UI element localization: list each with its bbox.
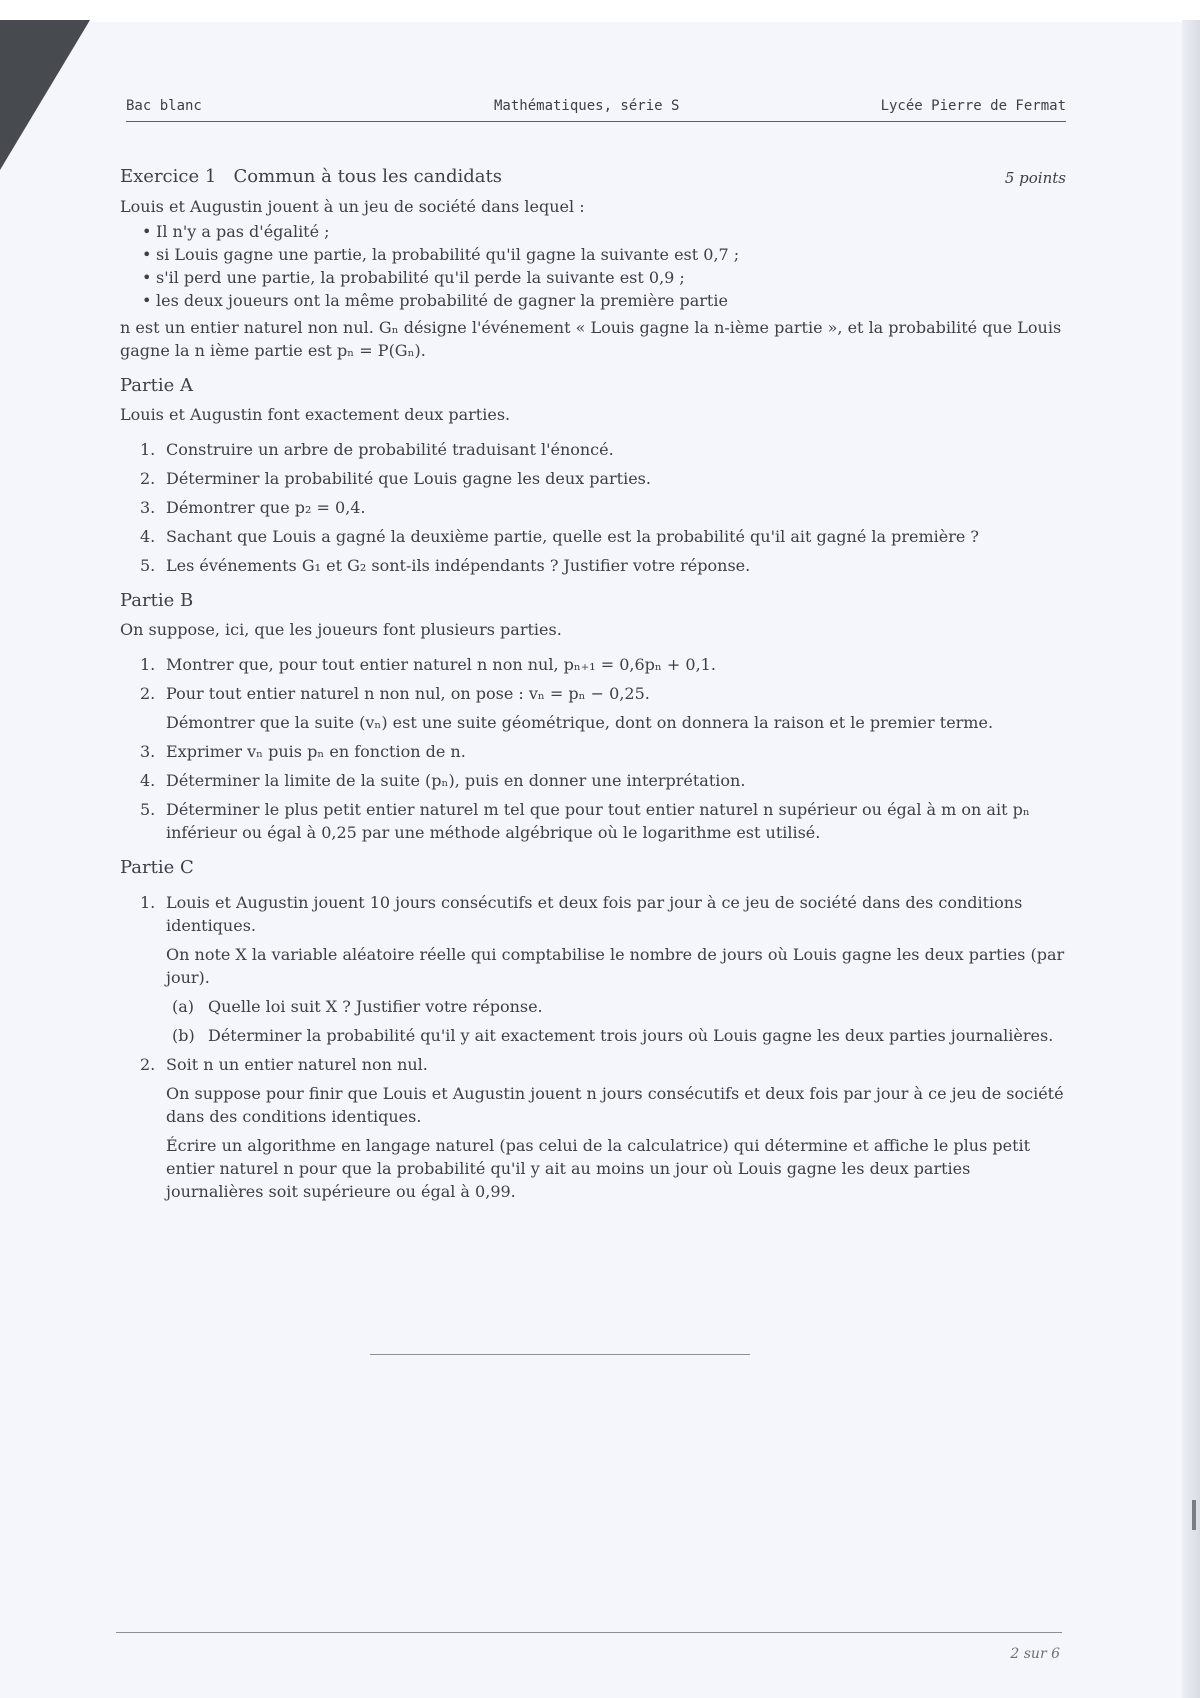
question-number: 5. [140, 800, 156, 819]
question-item [120, 740, 1066, 763]
scan-right-edge [1182, 20, 1200, 1698]
sub-question-text: Déterminer la probabilité qu'il y ait exactement trois jours où Louis gagne les deux parties journalières. [208, 1026, 1054, 1045]
question-item [120, 653, 1066, 676]
question-item [120, 769, 1066, 792]
sub-question-text: Quelle loi suit X ? Justifier votre réponse. [208, 997, 543, 1016]
exercise-title: Exercice 1 [120, 166, 217, 187]
question-item [120, 1053, 1066, 1203]
question-text: Construire un arbre de probabilité traduisant l'énoncé. [166, 440, 614, 459]
part-a-questions [120, 438, 1066, 577]
question-text: Déterminer la limite de la suite (pₙ), puis en donner une interprétation. [166, 771, 746, 790]
question-item [120, 525, 1066, 548]
part-b-title: Partie B [120, 590, 194, 611]
question-number: 4. [140, 771, 156, 790]
question-text: Déterminer la probabilité que Louis gagne les deux parties. [166, 469, 651, 488]
exercise-heading [120, 165, 1066, 195]
question-item [120, 682, 1066, 734]
question-number: 2. [140, 1055, 156, 1074]
question-item [120, 438, 1066, 461]
question-text: Exprimer vₙ puis pₙ en fonction de n. [166, 742, 466, 761]
scan-top-margin [0, 0, 1200, 22]
question-text: Les événements G₁ et G₂ sont-ils indépendants ? Justifier votre réponse. [166, 556, 751, 575]
exercise-intro: Louis et Augustin jouent à un jeu de société dans lequel : [120, 197, 585, 216]
question-extra: On note X la variable aléatoire réelle qui comptabilise le nombre de jours où Louis gagne les deux parties (par jour). [166, 945, 1065, 987]
question-number: 1. [140, 655, 156, 674]
question-item [120, 554, 1066, 577]
question-item [120, 467, 1066, 490]
page-header [126, 96, 1066, 120]
question-number: 2. [140, 684, 156, 703]
header-center: Mathématiques, série S [494, 98, 680, 114]
question-item [120, 891, 1066, 1047]
question-text: Démontrer que p₂ = 0,4. [166, 498, 366, 517]
rule-item: • s'il perd une partie, la probabilité qu'il perde la suivante est 0,9 ; [142, 266, 1066, 289]
question-extra: Écrire un algorithme en langage naturel (pas celui de la calculatrice) qui détermine et affiche le plus petit entier naturel n pour que la probabilité qu'il y ait au moins un jour où Louis gagne les deux parties journalières soit supérieure ou égal à 0,99. [166, 1136, 1031, 1201]
rule-item: • si Louis gagne une partie, la probabilité qu'il gagne la suivante est 0,7 ; [142, 243, 1066, 266]
part-c-questions [120, 891, 1066, 1203]
question-item [120, 496, 1066, 519]
page-number: 2 sur 6 [1010, 1646, 1060, 1662]
rules-list [120, 220, 1066, 312]
question-text: Soit n un entier naturel non nul. [166, 1055, 428, 1074]
question-extra: Démontrer que la suite (vₙ) est une suite géométrique, dont on donnera la raison et le premier terme. [166, 713, 994, 732]
header-left: Bac blanc [126, 98, 202, 114]
scan-edge-mark [1192, 1500, 1196, 1530]
question-extra: On suppose pour finir que Louis et Augustin jouent n jours consécutifs et deux fois par jour à ce jeu de société dans des conditions identiques. [166, 1084, 1064, 1126]
end-of-exercise-rule [370, 1354, 750, 1355]
header-right: Lycée Pierre de Fermat [880, 98, 1066, 114]
part-b-questions [120, 653, 1066, 844]
question-text: Sachant que Louis a gagné la deuxième partie, quelle est la probabilité qu'il ait gagné la première ? [166, 527, 980, 546]
part-c-title: Partie C [120, 857, 194, 878]
footer-rule [116, 1632, 1062, 1633]
header-rule [126, 121, 1066, 122]
question-number: 3. [140, 498, 156, 517]
exercise-subtitle: Commun à tous les candidats [233, 166, 502, 187]
sub-question-item [166, 995, 1066, 1018]
exercise-content [120, 165, 1066, 1213]
question-number: 3. [140, 742, 156, 761]
question-item [120, 798, 1066, 844]
part-a-intro: Louis et Augustin font exactement deux parties. [120, 405, 511, 424]
part-b-intro: On suppose, ici, que les joueurs font plusieurs parties. [120, 620, 562, 639]
question-number: 1. [140, 440, 156, 459]
sub-question-item [166, 1024, 1066, 1047]
part-a-title: Partie A [120, 375, 194, 396]
sub-questions [166, 995, 1066, 1047]
sub-question-label: (a) [172, 997, 195, 1016]
question-text: Louis et Augustin jouent 10 jours consécutifs et deux fois par jour à ce jeu de société dans des conditions identiques. [166, 893, 1023, 935]
question-number: 2. [140, 469, 156, 488]
exercise-points: 5 points [1004, 169, 1066, 187]
question-number: 1. [140, 893, 156, 912]
question-text: Pour tout entier naturel n non nul, on pose : vₙ = pₙ − 0,25. [166, 684, 650, 703]
rule-item: • les deux joueurs ont la même probabilité de gagner la première partie [142, 289, 1066, 312]
exercise-definition: n est un entier naturel non nul. Gₙ désigne l'événement « Louis gagne la n-ième partie », et la probabilité que Louis gagne la n ième partie est pₙ = P(Gₙ). [120, 318, 1062, 360]
question-number: 5. [140, 556, 156, 575]
rule-item: • Il n'y a pas d'égalité ; [142, 220, 1066, 243]
sub-question-label: (b) [172, 1026, 195, 1045]
question-text: Montrer que, pour tout entier naturel n non nul, pₙ₊₁ = 0,6pₙ + 0,1. [166, 655, 716, 674]
question-text: Déterminer le plus petit entier naturel m tel que pour tout entier naturel n supérieur ou égal à m on ait pₙ inférieur ou égal à 0,25 par une méthode algébrique où le logarithme est utilisé. [166, 800, 1030, 842]
question-number: 4. [140, 527, 156, 546]
scan-corner-shadow [0, 20, 90, 170]
